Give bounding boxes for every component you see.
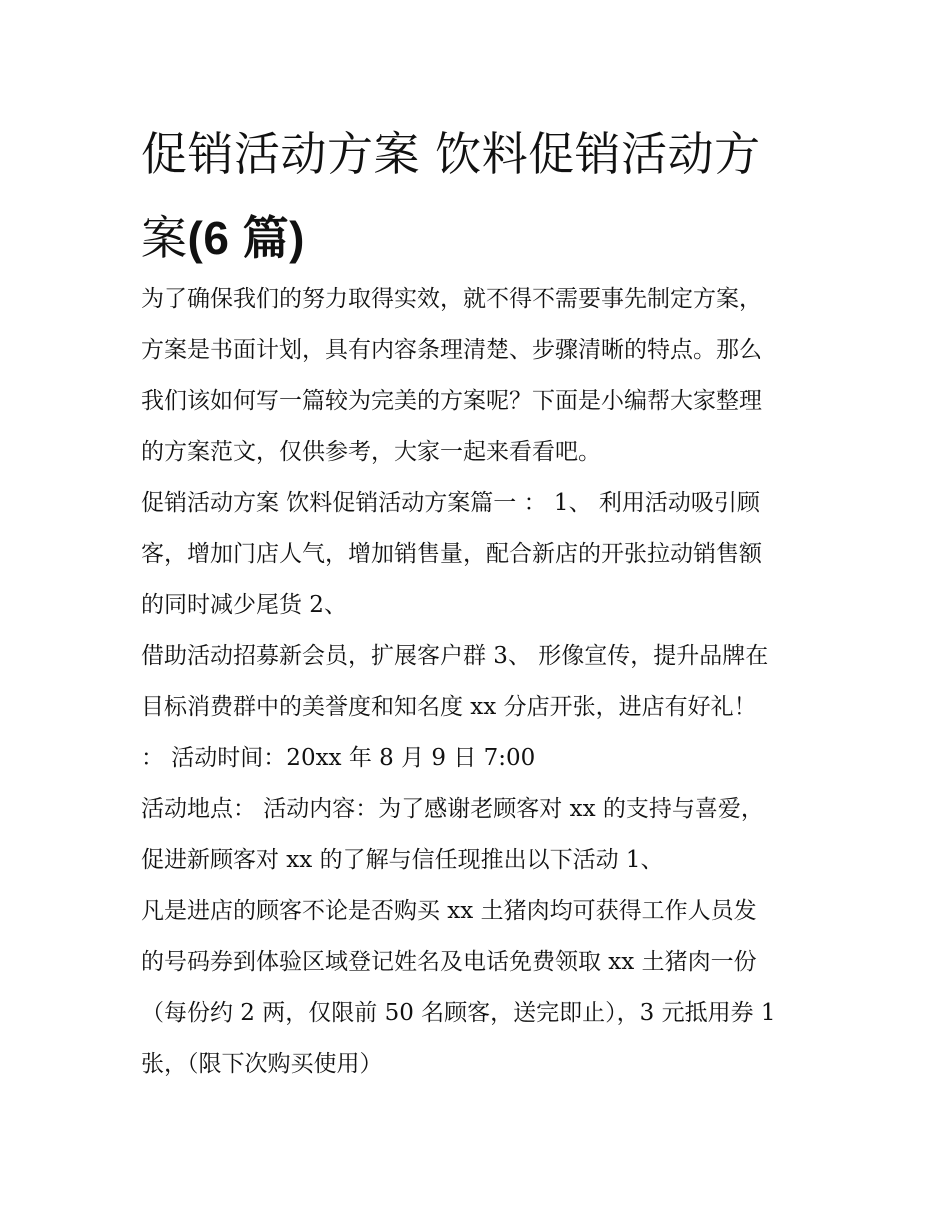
paragraph-line: 促销活动方案 饮料促销活动方案篇一 ： 1、 利用活动吸引顾 — [141, 490, 760, 516]
paragraph-location — [141, 784, 821, 886]
title-line-2: 案 — [141, 211, 188, 265]
paragraph-line: 的号码券到体验区域登记姓名及电话免费领取 xx 土猪肉一份 — [141, 949, 757, 975]
paragraph-members — [141, 631, 821, 733]
title-line-1: 促销活动方案 饮料促销活动方 — [141, 127, 761, 181]
paragraph-line: 的方案范文，仅供参考，大家一起来看看吧。 — [141, 439, 601, 465]
paragraph-line: 的同时减少尾货 2、 — [141, 592, 347, 618]
paragraph-line: 方案是书面计划，具有内容条理清楚、步骤清晰的特点。那么 — [141, 337, 762, 363]
paragraph-line: ： 活动时间：20xx 年 8 月 9 日 7:00 — [141, 745, 536, 771]
paragraph-intro — [141, 274, 821, 478]
paragraph-line: 张，（限下次购买使用） — [141, 1051, 383, 1077]
paragraph-line: 为了确保我们的努力取得实效，就不得不需要事先制定方案， — [141, 286, 762, 312]
paragraph-line: 客，增加门店人气，增加销售量，配合新店的开张拉动销售额 — [141, 541, 762, 567]
paragraph-line: 目标消费群中的美誉度和知名度 xx 分店开张，进店有好礼！ — [141, 694, 757, 720]
document-body — [141, 274, 821, 1090]
paragraph-line: 凡是进店的顾客不论是否购买 xx 土猪肉均可获得工作人员发 — [141, 898, 757, 924]
paragraph-line: 促进新顾客对 xx 的了解与信任现推出以下活动 1、 — [141, 847, 664, 873]
paragraph-line: 活动地点： 活动内容：为了感谢老顾客对 xx 的支持与喜爱， — [141, 796, 764, 822]
paragraph-time — [141, 733, 821, 784]
paragraph-offer — [141, 886, 821, 1090]
document-title — [141, 112, 841, 280]
title-line-2-suffix: (6 篇) — [187, 212, 305, 264]
paragraph-line: （每份约 2 两，仅限前 50 名顾客，送完即止），3 元抵用券 1 — [141, 1000, 776, 1026]
paragraph-line: 借助活动招募新会员，扩展客户群 3、 形像宣传，提升品牌在 — [141, 643, 769, 669]
paragraph-objectives — [141, 478, 821, 631]
paragraph-line: 我们该如何写一篇较为完美的方案呢？下面是小编帮大家整理 — [141, 388, 762, 414]
